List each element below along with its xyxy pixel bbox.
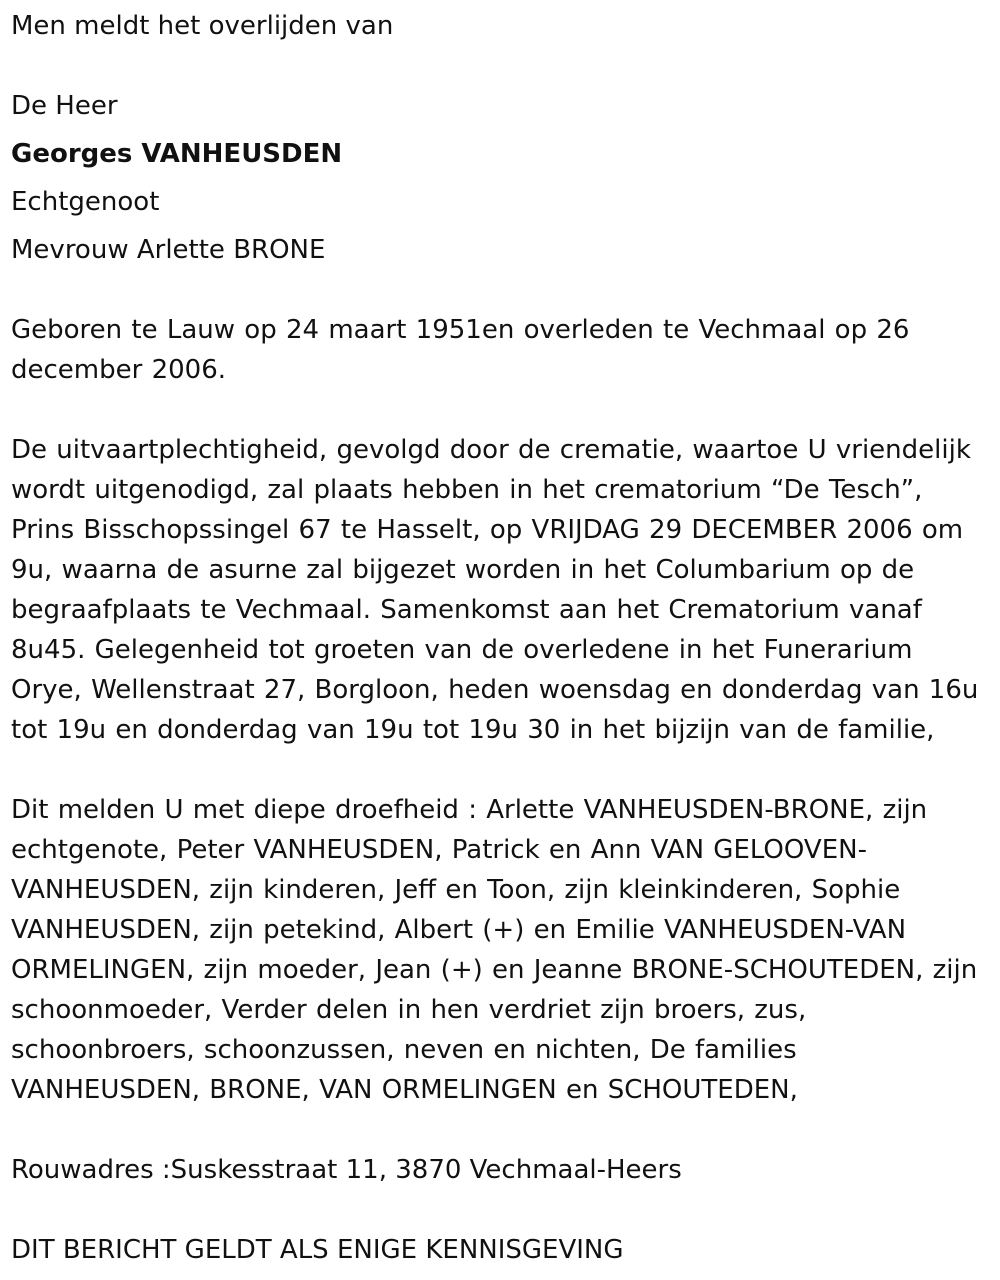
deceased-name: Georges VANHEUSDEN bbox=[11, 139, 343, 169]
intro-line: Men meldt het overlijden van bbox=[11, 11, 394, 41]
spouse-name: Mevrouw Arlette BRONE bbox=[11, 235, 326, 265]
deceased-title: De Heer bbox=[11, 91, 118, 121]
closing-notice: DIT BERICHT GELDT ALS ENIGE KENNISGEVING bbox=[11, 1235, 624, 1265]
relation-label: Echtgenoot bbox=[11, 187, 160, 217]
family-paragraph: Dit melden U met diepe droefheid : Arlette VANHEUSDEN-BRONE, zijn echtgenote, Peter VANHEUSDEN, Patrick en Ann VAN GELOOVEN-VANHEUSDEN, zijn kinderen, Jeff en Toon, zijn kleinkinderen, Sophie VANHEUSDEN, zijn petekind, Albert (+) en Emilie VANHEUSDEN-VAN ORMELINGEN, zijn moeder, Jean (+) en Jeanne BRONE-SCHOUTEDEN, zijn schoonmoeder, Verder delen in hen verdriet zijn broers, zus, schoonbroers, schoonzussen, neven en nichten, De families VANHEUSDEN, BRONE, VAN ORMELINGEN en SCHOUTEDEN, bbox=[11, 795, 978, 1105]
mourning-address: Rouwadres :Suskesstraat 11, 3870 Vechmaal-Heers bbox=[11, 1155, 682, 1185]
birth-death-paragraph: Geboren te Lauw op 24 maart 1951en overleden te Vechmaal op 26 december 2006. bbox=[11, 315, 910, 385]
ceremony-paragraph: De uitvaartplechtigheid, gevolgd door de crematie, waartoe U vriendelijk wordt uitgenodigd, zal plaats hebben in het crematorium “De Tesch”, Prins Bisschopssingel 67 te Hasselt, op VRIJDAG 29 DECEMBER 2006 om 9u, waarna de asurne zal bijgezet worden in het Columbarium op de begraafplaats te Vechmaal. Samenkomst aan het Crematorium vanaf 8u45. Gelegenheid tot groeten van de overledene in het Funerarium Orye, Wellenstraat 27, Borgloon, heden woensdag en donderdag van 16u tot 19u en donderdag van 19u tot 19u 30 in het bijzijn van de familie, bbox=[11, 435, 979, 745]
